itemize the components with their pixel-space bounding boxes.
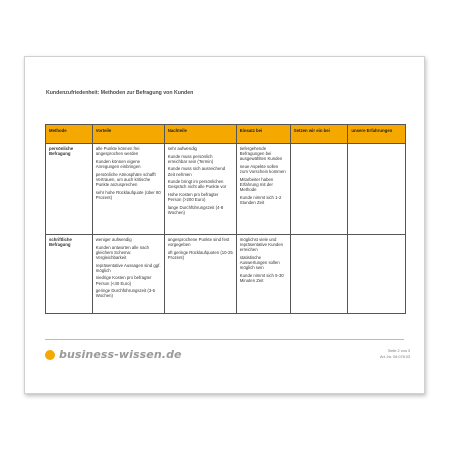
list-item: persönliche Atmosphäre schafft Vertrauen, um auch kritische Punkte anzusprechen: [95, 171, 156, 187]
list-item: lange Durchführungszeit (4-8 Wochen): [167, 204, 224, 216]
list-item: niedrige Kosten pro befragter Person (<40 Euro): [95, 275, 152, 286]
einsatz-cell: [236, 144, 290, 235]
list-item: Mitarbeiter haben Erfahrung mit der Methode: [239, 176, 274, 193]
setzen-cell: [290, 144, 348, 235]
article-number: Art.-Nr. 06.078.03: [380, 355, 410, 360]
document-title: Kundenzufriedenheit: Methoden zur Befragung von Kunden: [46, 90, 194, 96]
list-item: angesprochene Punkte sind fest vorgegeben: [167, 237, 230, 248]
table-row: [46, 144, 406, 235]
setzen-cell: [290, 235, 348, 314]
table-header-row: [46, 125, 406, 144]
list-item: alle Punkte können frei angesprochen werden: [95, 146, 140, 157]
header-vorteile: Vorteile: [92, 125, 164, 144]
list-item: geringe Durchführungszeit (3-5 Wochen): [95, 288, 156, 299]
logo-dot-icon: [45, 350, 55, 360]
logo-text: business-wissen.de: [59, 348, 182, 361]
vorteile-cell: [92, 235, 164, 314]
list-item: Kunden können eigene Anregungen einbringen: [95, 158, 141, 169]
methods-table: [45, 124, 406, 314]
list-item: statistische Auswertungen sollen möglich sein: [239, 254, 280, 271]
header-einsatz-bei: Einsatz bei: [236, 125, 290, 144]
table-row: [46, 235, 406, 314]
nachteile-cell: [164, 144, 236, 235]
list-item: Kunde muss sich ausreichend Zeit nehmen: [167, 166, 226, 177]
list-item: weniger aufwendig: [95, 237, 132, 242]
header-unsere-erfahrungen: unsere Erfahrungen: [348, 125, 406, 144]
list-item: Hohe Kosten pro befragter Person (>200 Euro): [167, 192, 219, 203]
header-nachteile: Nachteile: [164, 125, 236, 144]
list-item: sehr aufwendig: [167, 146, 197, 151]
nachteile-cell: [164, 235, 236, 314]
list-item: tiefergehende Befragungen bei ausgewählten Kunden: [239, 146, 283, 162]
list-item: sehr hohe Rücklaufquote (über 80 Prozent): [95, 189, 161, 200]
list-item: neue Aspekte sollen zum Vorschein kommen: [239, 163, 286, 175]
list-item: Kunde nimmt sich 5-30 Minuten Zeit: [239, 272, 284, 284]
method-cell: persönliche Befragung: [46, 144, 93, 235]
list-item: Kunde muss persönlich erreichbar sein (Termin): [167, 153, 214, 164]
einsatz-cell: [236, 235, 290, 314]
header-methode: Methode: [46, 125, 93, 144]
list-item: Kunde bringt im persönlichen Gespräch nicht alle Punkte vor: [167, 179, 227, 190]
list-item: Kunde nimmt sich 1-2 Stunden Zeit: [239, 194, 282, 205]
page-info: [380, 348, 410, 360]
list-item: Kunden antworten alle nach gleichem Schema: Vergleichbarkeit: [95, 244, 150, 260]
erfahrungen-cell: [348, 235, 406, 314]
page-number: Seite 2 von 3: [387, 349, 410, 353]
header-setzen-wir-ein-bei: Setzen wir ein bei: [290, 125, 348, 144]
vorteile-cell: [92, 144, 164, 235]
business-wissen-logo: [45, 348, 182, 361]
footer-divider: [45, 339, 404, 340]
list-item: repräsentative Aussagen sind ggf. möglich: [95, 262, 161, 273]
list-item: oft geringe Rücklaufquoten (10-25 Prozent): [167, 249, 233, 260]
list-item: möglichst viele und repräsentative Kunden erreichen: [239, 237, 284, 253]
erfahrungen-cell: [348, 144, 406, 235]
document-page: [24, 56, 425, 394]
method-cell: schriftliche Befragung: [46, 235, 93, 314]
